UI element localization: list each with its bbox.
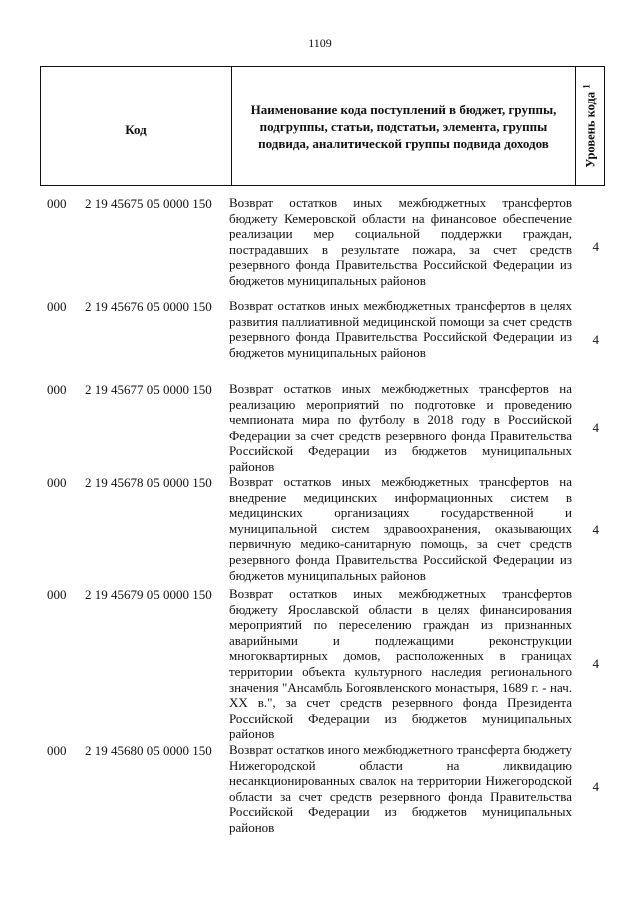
row-level: 4 — [592, 238, 599, 254]
row-code: 2 19 45678 05 0000 150 — [85, 475, 212, 490]
row-level: 4 — [592, 419, 599, 435]
row-prefix: 000 — [47, 743, 67, 758]
table-header — [40, 66, 605, 186]
row-level: 4 — [592, 331, 599, 347]
row-code: 2 19 45679 05 0000 150 — [85, 587, 212, 602]
page-number: 1109 — [308, 36, 332, 50]
table-row — [40, 381, 605, 474]
table-row — [40, 474, 605, 586]
row-level: 4 — [592, 522, 599, 538]
header-name: Наименование кода поступлений в бюджет, группы, подгруппы, статьи, подстатьи, элемента, группы подвида, аналитической группы подвида доходов — [232, 67, 576, 185]
row-description: Возврат остатков иных межбюджетных трансфертов на реализацию мероприятий по подготовке и проведению чемпионата мира по футболу в 2018 году в Российской Федерации за счет средств резервного фонда Правительства Российской Федерации из бюджетов муниципальных районов — [229, 381, 572, 474]
table-row — [40, 586, 605, 742]
row-prefix: 000 — [47, 196, 67, 211]
row-prefix: 000 — [47, 382, 67, 397]
header-level — [576, 67, 604, 185]
header-level-text: Уровень кода — [583, 91, 598, 168]
header-level-label — [581, 84, 598, 167]
row-code: 2 19 45676 05 0000 150 — [85, 299, 212, 314]
row-description: Возврат остатков иных межбюджетных трансфертов на внедрение медицинских информационных систем в медицинских организациях государственной и муниципальной систем здравоохранения, оказывающих первичную медико-санитарную помощь, за счет средств резервного фонда Правительства Российской Федерации из бюджетов муниципальных районов — [229, 474, 572, 583]
header-level-footnote: 1 — [581, 84, 592, 89]
row-description: Возврат остатков иных межбюджетных трансфертов бюджету Кемеровской области на финансовое обеспечение реализации мер социальной поддержки граждан, пострадавших в результате пожара, за счет средств резервного фонда Правительства Российской Федерации из бюджетов муниципальных районов — [229, 195, 572, 288]
header-code: Код — [41, 67, 232, 185]
row-prefix: 000 — [47, 587, 67, 602]
row-level: 4 — [592, 656, 599, 672]
row-code: 2 19 45675 05 0000 150 — [85, 196, 212, 211]
row-code: 2 19 45677 05 0000 150 — [85, 382, 212, 397]
table-body — [40, 195, 605, 835]
row-description: Возврат остатков иных межбюджетных трансфертов бюджету Ярославской области в целях финансирования мероприятий по переселению граждан из признанных аварийными и подлежащими реконструкции многоквартирных домов, расположенных в границах территории объекта культурного наследия регионального значения "Ансамбль Богоявленского монастыря, 1689 г. - нач. XX в.", за счет средств резервного фонда Президента Российской Федерации из бюджетов муниципальных районов — [229, 586, 572, 742]
table-row — [40, 195, 605, 298]
row-level: 4 — [592, 779, 599, 795]
table-row — [40, 742, 605, 835]
table-row — [40, 298, 605, 381]
row-description: Возврат остатков иного межбюджетного трансферта бюджету Нижегородской области на ликвидацию несанкционированных свалок на территории Нижегородской области за счет средств резервного фонда Правительства Российской Федерации из бюджетов муниципальных районов — [229, 742, 572, 835]
row-prefix: 000 — [47, 299, 67, 314]
row-prefix: 000 — [47, 475, 67, 490]
row-code: 2 19 45680 05 0000 150 — [85, 743, 212, 758]
row-description: Возврат остатков иных межбюджетных трансфертов в целях развития паллиативной медицинской помощи за счет средств резервного фонда Правительства Российской Федерации из бюджетов муниципальных районов — [229, 298, 572, 360]
